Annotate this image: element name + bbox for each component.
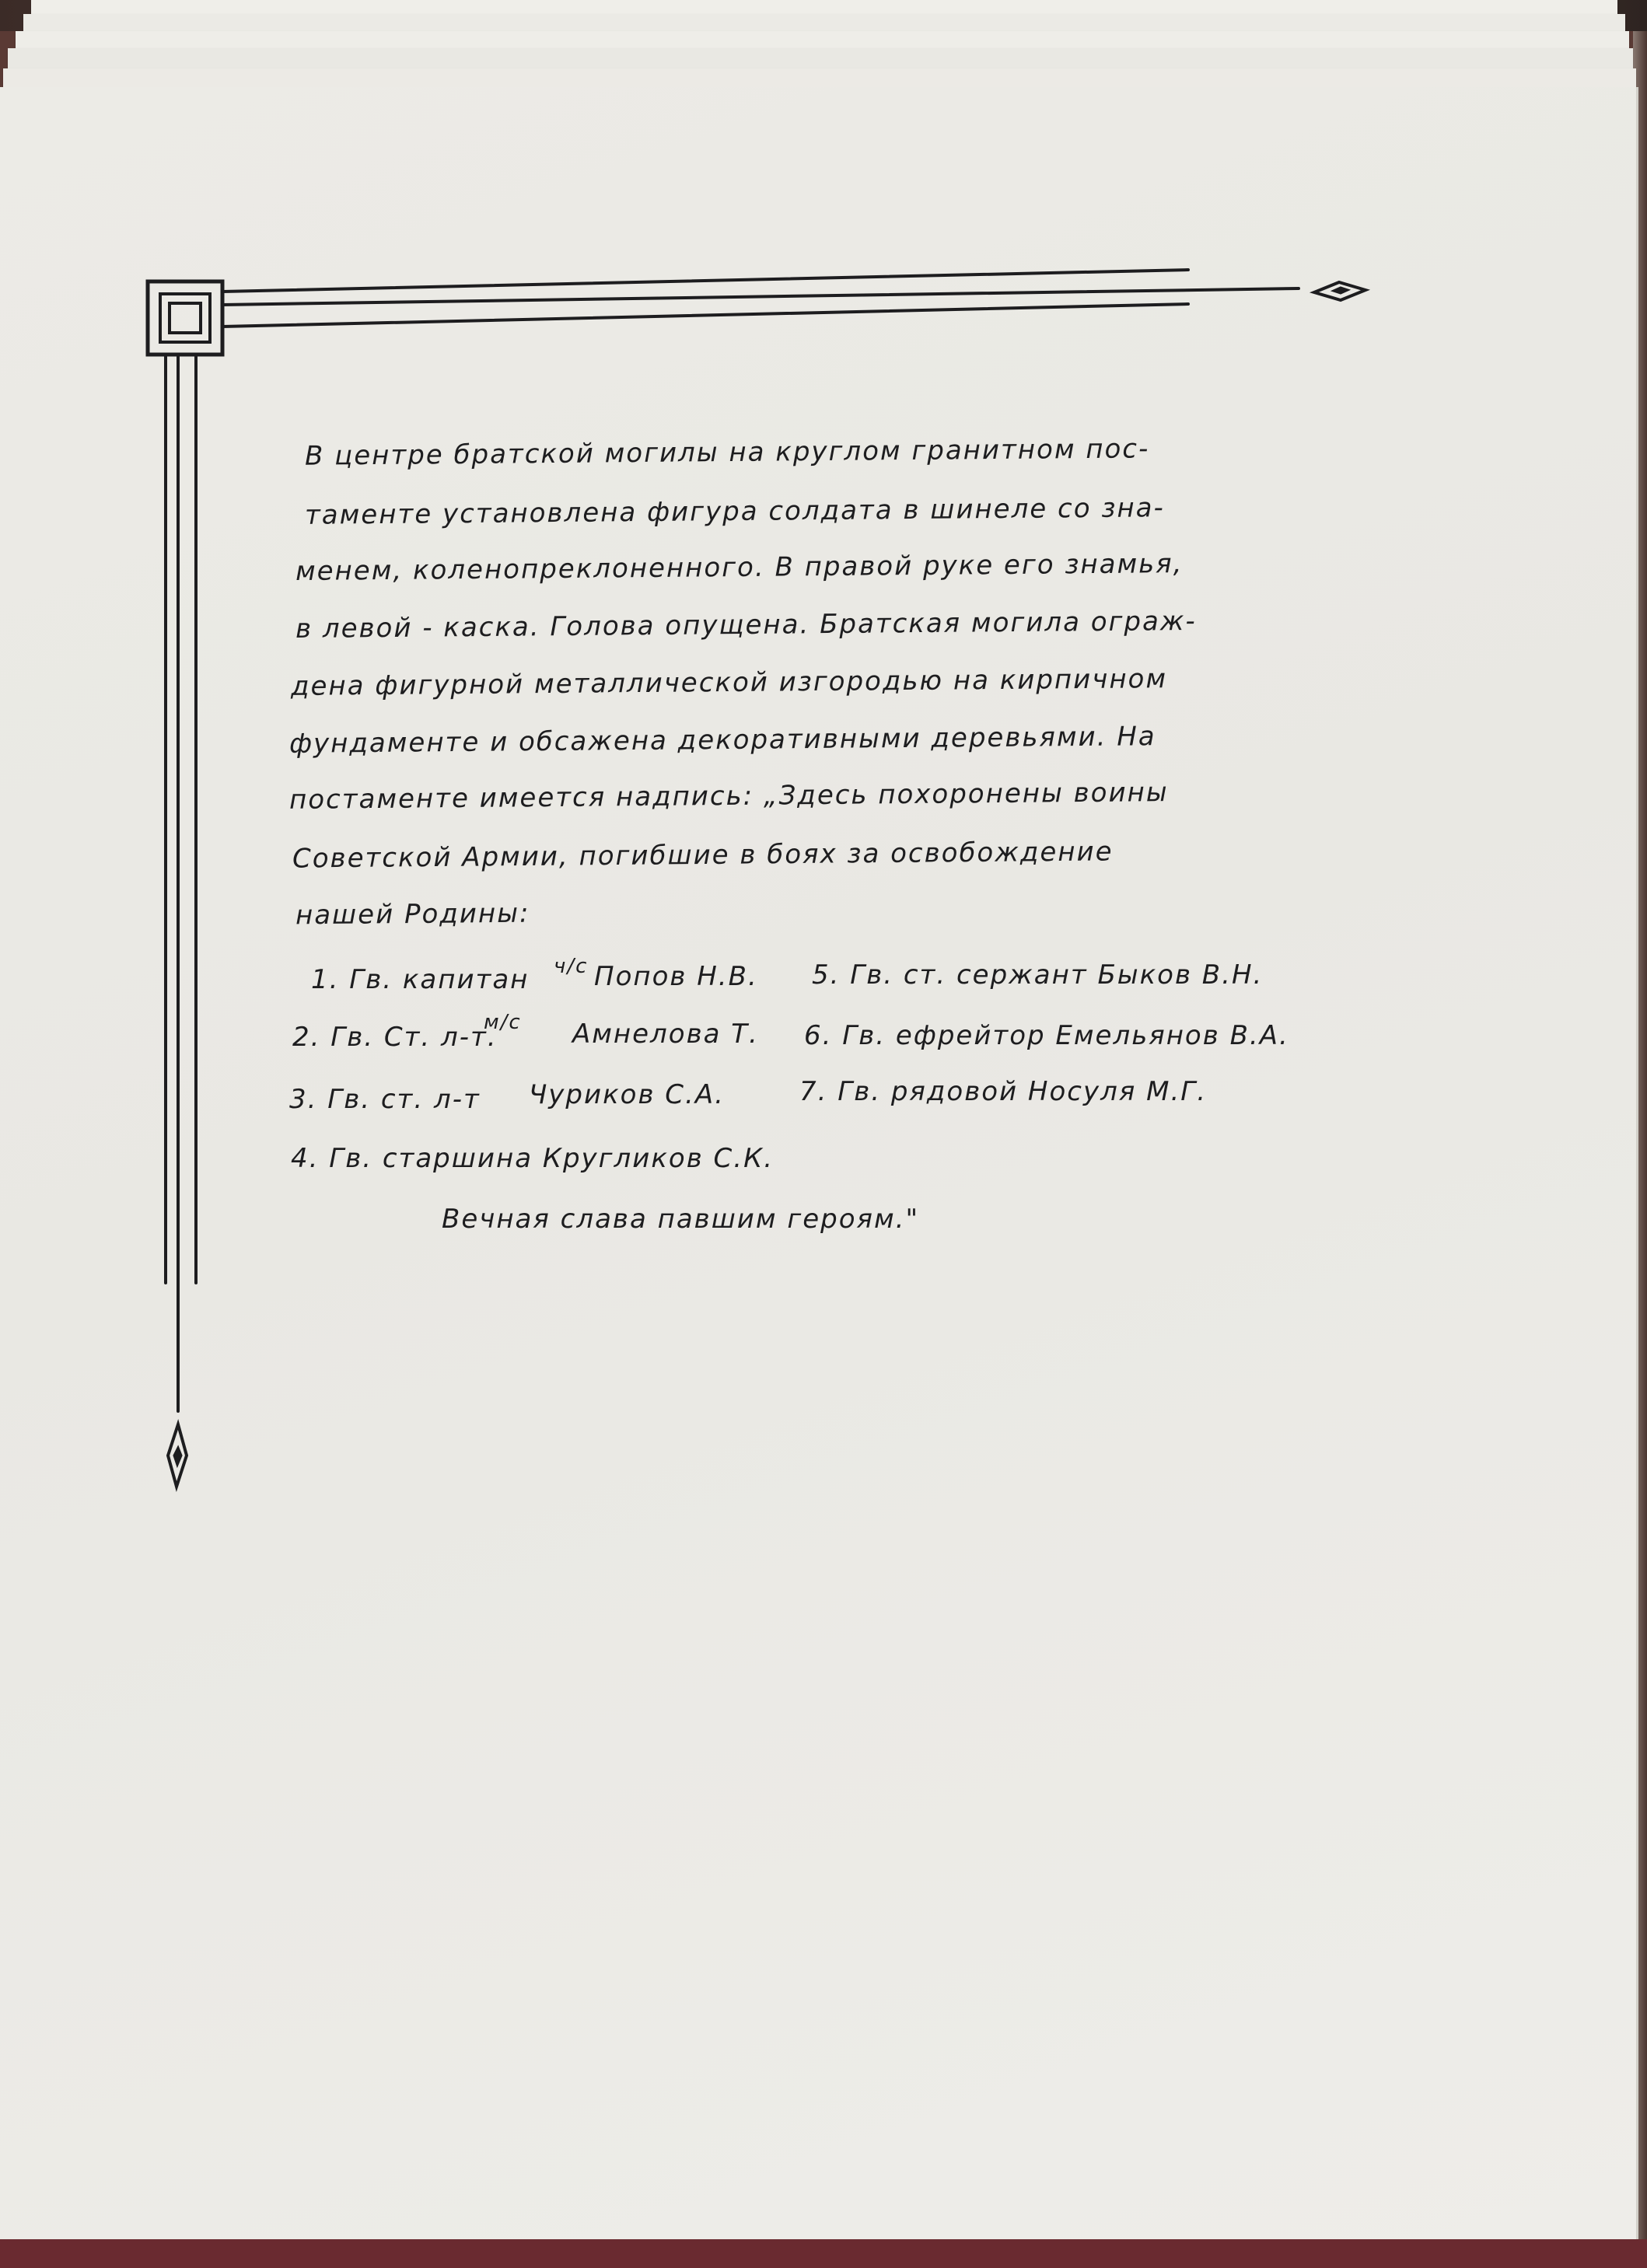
paragraph-line-8: Советской Армии, погибшие в боях за освобождение: [292, 836, 1114, 875]
list-item-1-name: Попов Н.В.: [594, 961, 758, 992]
list-item-4: 4. Гв. старшина Кругликов С.К.: [291, 1143, 775, 1174]
list-item-7: 7. Гв. рядовой Носуля М.Г.: [799, 1076, 1207, 1107]
top-rule-2: [222, 288, 1299, 305]
closing-line: Вечная слава павшим героям.": [442, 1204, 920, 1235]
paragraph-line-9: нашей Родины:: [295, 897, 530, 931]
list-item-1-suffix: ч/с: [554, 955, 589, 978]
paragraph-line-5: дена фигурной металлической изгородью на кирпичном: [290, 663, 1168, 702]
list-item-3-name: Чуриков С.А.: [529, 1079, 725, 1110]
list-item-2-rank: 2. Гв. Ст. л-т.: [292, 1022, 498, 1053]
top-rule-1: [222, 270, 1188, 292]
list-item-1-rank: 1. Гв. капитан: [311, 964, 530, 995]
list-item-2-suffix: м/с: [484, 1011, 522, 1034]
corner-square-middle: [160, 294, 210, 342]
paragraph-line-2: таменте установлена фигура солдата в шинеле со зна-: [304, 492, 1165, 531]
paragraph-line-3: менем, коленопреклоненного. В правой руке его знамья,: [295, 548, 1184, 587]
list-item-6: 6. Гв. ефрейтор Емельянов В.А.: [804, 1020, 1289, 1051]
top-rule-3: [222, 304, 1188, 327]
list-item-3-rank: 3. Гв. ст. л-т: [289, 1084, 481, 1115]
corner-square-inner: [170, 303, 201, 333]
paragraph-line-4: в левой - каска. Голова опущена. Братская могила ограж-: [295, 605, 1197, 645]
paragraph-line-6: фундаменте и обсажена декоративными деревьями. На: [288, 721, 1156, 760]
paragraph-line-7: постаменте имеется надпись: „Здесь похоронены воины: [288, 777, 1169, 816]
list-item-5: 5. Гв. ст. сержант Быков В.Н.: [812, 959, 1264, 991]
paragraph-line-1: В центре братской могилы на круглом гранитном пос-: [304, 433, 1150, 472]
list-item-2-name: Амнелова Т.: [572, 1019, 759, 1050]
